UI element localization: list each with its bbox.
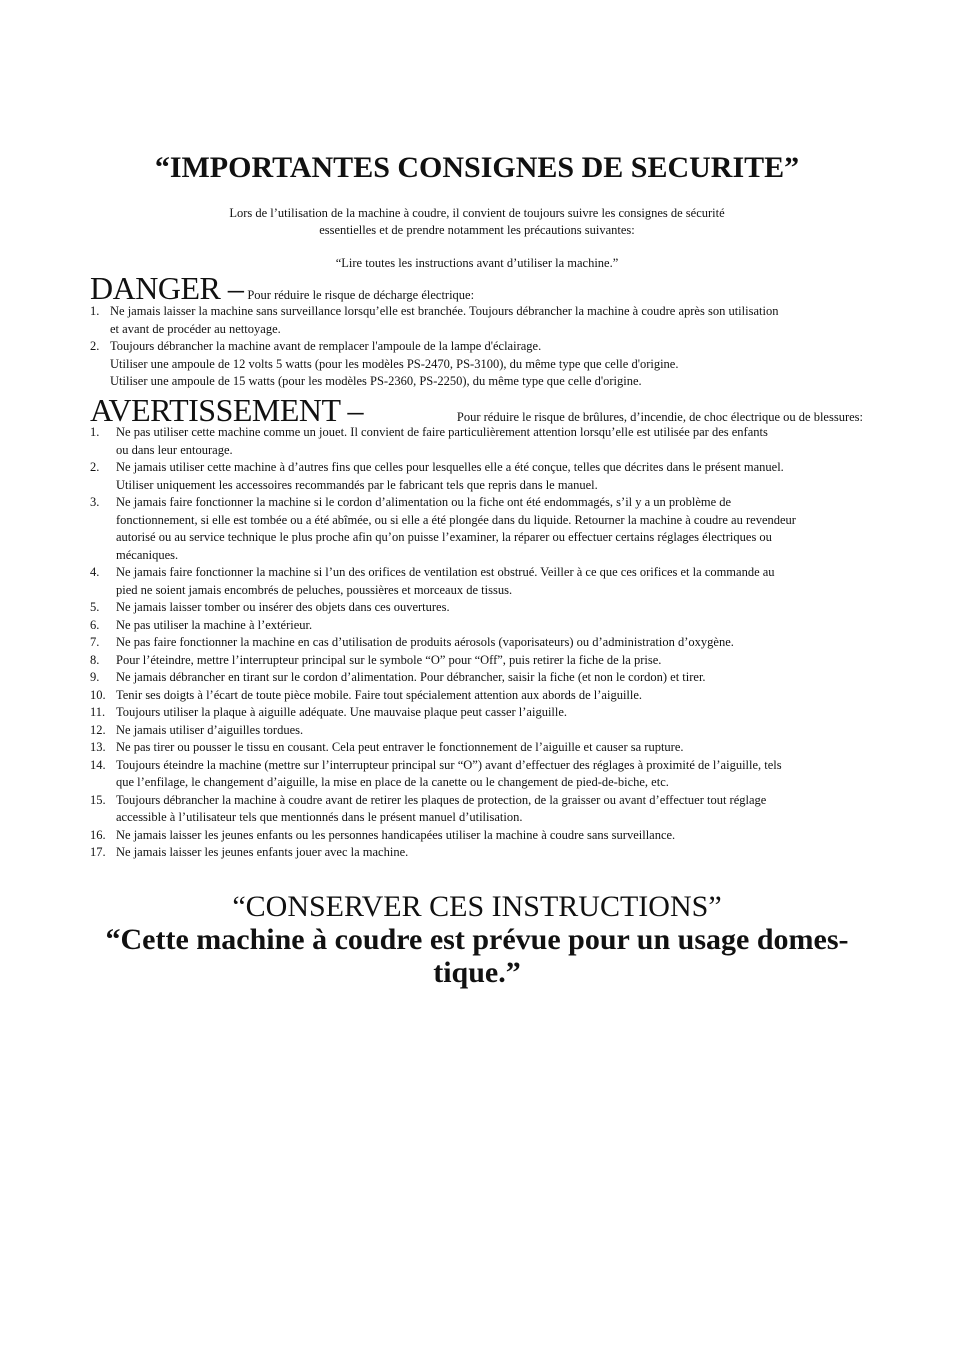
list-item-text: Ne jamais faire fonctionner la machine si l’un des orifices de ventilation est obstrué. Veiller à ce que ces orifices et la commande au [116, 565, 775, 579]
footer [0, 890, 954, 989]
list-item [90, 722, 863, 740]
intro-line: Lors de l’utilisation de la machine à coudre, il convient de toujours suivre les consignes de sécurité [229, 206, 725, 220]
list-item-number: 1. [90, 425, 100, 439]
list-item-number: 1. [90, 304, 100, 318]
list-item-text: Ne jamais faire fonctionner la machine si le cordon d’alimentation ou la fiche ont été endommagés, s’il y a un problème de [116, 495, 732, 509]
list-item [90, 338, 863, 391]
list-item [90, 844, 863, 862]
list-item-number: 2. [90, 339, 100, 353]
intro-text [0, 205, 954, 239]
list-item-number: 15. [90, 792, 106, 807]
instructions-quote: “Lire toutes les instructions avant d’utiliser la machine.” [335, 256, 619, 270]
danger-heading-line [90, 272, 863, 304]
list-item-number: 2. [90, 460, 100, 474]
list-item [90, 687, 863, 705]
list-item [90, 303, 863, 338]
list-item [90, 652, 863, 670]
list-item-number: 13. [90, 740, 106, 754]
list-item-number: 3. [90, 495, 100, 509]
page-title: “IMPORTANTES CONSIGNES DE SECURITE” [154, 151, 800, 184]
list-item [90, 424, 863, 459]
warning-list [90, 424, 863, 862]
list-item-text: Toujours débrancher la machine à coudre avant de retirer les plaques de protection, de la graisser ou avant d’effectuer tout réglage [116, 792, 767, 807]
warning-heading: AVERTISSEMENT – [90, 392, 363, 428]
list-item [90, 599, 863, 617]
list-item-text: ou dans leur entourage. [116, 442, 233, 457]
footer-household-use: “Cette machine à coudre est prévue pour un usage domes-tique.” [105, 923, 849, 989]
list-item-text: Ne jamais utiliser cette machine à d’autres fins que celles pour lesquelles elle a été conçue, telles que décrites dans le présent manuel. [116, 460, 784, 474]
list-item-text: Ne pas faire fonctionner la machine en cas d’utilisation de produits aérosols (vaporisateurs) ou d’administration d’oxygène. [116, 635, 734, 649]
list-item-text: mécaniques. [116, 547, 179, 562]
list-item-number: 6. [90, 617, 100, 632]
list-item-number: 7. [90, 635, 100, 649]
list-item [90, 792, 863, 827]
list-item-text: Ne jamais laisser les jeunes enfants jouer avec la machine. [116, 845, 409, 859]
list-item-number: 16. [90, 827, 106, 842]
list-item-text: autorisé ou au service technique le plus proche afin qu’on puisse l’examiner, la réparer ou effectuer certains réglages électriques ou [116, 530, 772, 544]
list-item-text: Toujours utiliser la plaque à aiguille adéquate. Une mauvaise plaque peut casser l’aiguille. [116, 705, 568, 719]
list-item [90, 564, 863, 599]
intro-line: essentielles et de prendre notamment les précautions suivantes: [319, 223, 635, 237]
warning-heading-line [90, 394, 863, 426]
footer-keep-instructions: “CONSERVER CES INSTRUCTIONS” [232, 890, 722, 923]
danger-heading: DANGER – [90, 270, 244, 306]
list-item [90, 634, 863, 652]
list-item-text: Utiliser une ampoule de 12 volts 5 watts (pour les modèles PS-2470, PS-3100), du même type que celle d'origine. [110, 356, 679, 371]
list-item [90, 827, 863, 845]
list-item-text: Utiliser une ampoule de 15 watts (pour les modèles PS-2360, PS-2250), du même type que celle d'origine. [110, 374, 642, 388]
list-item [90, 704, 863, 722]
list-item [90, 494, 863, 564]
list-item-text: Ne jamais utiliser d’aiguilles tordues. [116, 722, 304, 737]
list-item-text: Ne pas utiliser cette machine comme un jouet. Il convient de faire particulièrement attention lorsqu’elle est utilisée par des enfants [116, 425, 768, 439]
list-item [90, 459, 863, 494]
list-item-number: 12. [90, 722, 106, 737]
list-item [90, 669, 863, 687]
list-item [90, 757, 863, 792]
list-item-text: accessible à l’utilisateur tels que mentionnés dans le présent manuel d’utilisation. [116, 810, 523, 824]
list-item-text: Toujours débrancher la machine avant de remplacer l'ampoule de la lampe d'éclairage. [110, 339, 542, 353]
list-item-number: 4. [90, 565, 100, 579]
list-item-number: 5. [90, 600, 100, 614]
danger-list [90, 303, 863, 391]
list-item [90, 617, 863, 635]
list-item-text: Ne jamais débrancher en tirant sur le cordon d’alimentation. Pour débrancher, saisir la fiche (et non le cordon) et tirer. [116, 670, 706, 684]
warning-subtitle: Pour réduire le risque de brûlures, d’incendie, de choc électrique ou de blessures: [456, 410, 863, 424]
list-item-text: fonctionnement, si elle est tombée ou a été abîmée, ou si elle a été plongée dans du liquide. Retourner la machine à coudre au revendeur [116, 512, 796, 527]
list-item-text: Ne jamais laisser la machine sans surveillance lorsqu’elle est branchée. Toujours débrancher la machine à coudre après son utilisation [110, 304, 779, 318]
list-item-text: Ne jamais laisser les jeunes enfants ou les personnes handicapées utiliser la machine à coudre sans surveillance. [116, 827, 676, 842]
list-item-number: 14. [90, 757, 106, 772]
list-item-text: Ne pas tirer ou pousser le tissu en cousant. Cela peut entraver le fonctionnement de l’aiguille et causer sa rupture. [116, 740, 684, 754]
list-item [90, 739, 863, 757]
list-item-text: Utiliser uniquement les accessoires recommandés par le fabricant tels que repris dans le manuel. [116, 477, 598, 492]
danger-subtitle: Pour réduire le risque de décharge électrique: [247, 288, 475, 302]
list-item-number: 10. [90, 687, 106, 702]
list-item-text: pied ne soient jamais encombrés de peluches, poussières et morceaux de tissus. [116, 582, 513, 597]
list-item-number: 9. [90, 670, 100, 684]
list-item-number: 17. [90, 845, 106, 859]
list-item-text: que l’enfilage, le changement d’aiguille, la mise en place de la canette ou le changement de pied-de-biche, etc. [116, 775, 669, 789]
list-item-text: et avant de procéder au nettoyage. [110, 321, 281, 336]
list-item-text: Tenir ses doigts à l’écart de toute pièce mobile. Faire tout spécialement attention aux abords de l’aiguille. [116, 687, 643, 702]
list-item-text: Ne pas utiliser la machine à l’extérieur. [116, 617, 313, 632]
list-item-number: 8. [90, 652, 100, 667]
list-item-text: Toujours éteindre la machine (mettre sur l’interrupteur principal sur “O”) avant d’effectuer des réglages à proximité de l’aiguille, tels [116, 757, 782, 772]
list-item-text: Pour l’éteindre, mettre l’interrupteur principal sur le symbole “O” pour “Off”, puis retirer la fiche de la prise. [116, 652, 662, 667]
list-item-number: 11. [90, 705, 106, 719]
list-item-text: Ne jamais laisser tomber ou insérer des objets dans ces ouvertures. [116, 600, 450, 614]
